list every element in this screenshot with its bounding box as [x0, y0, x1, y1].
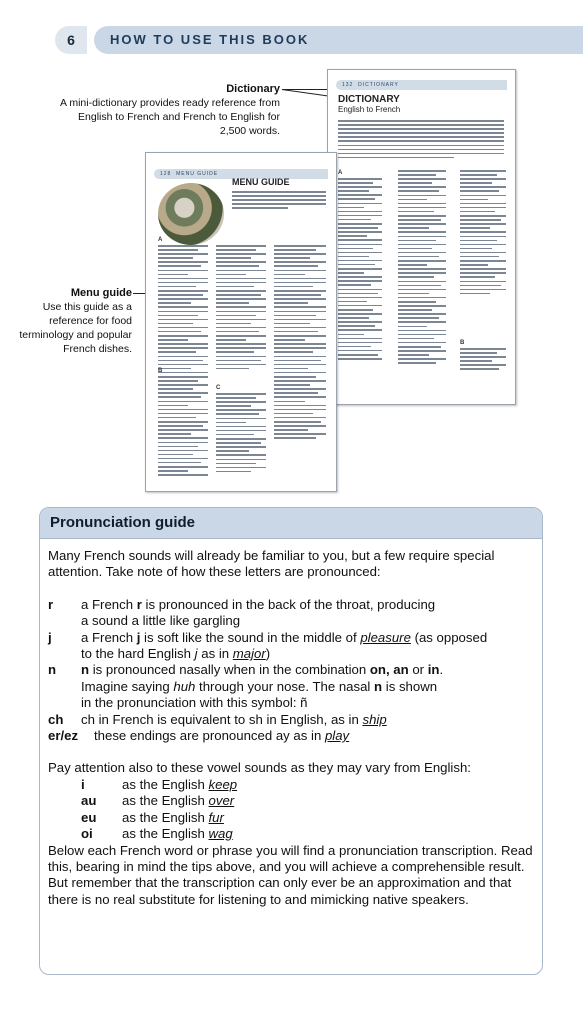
- rule-ch: ch ch in French is equivalent to sh in English, as in ship: [48, 711, 387, 727]
- dictionary-thumb-section-b: B: [460, 340, 465, 346]
- menu-guide-callout: [8, 286, 132, 356]
- menu-thumb-section-c: C: [216, 385, 221, 391]
- dictionary-thumb-tab-label: DICTIONARY: [358, 82, 399, 88]
- dictionary-thumb-column-3: [460, 170, 506, 297]
- vowel-prefix: as the English: [122, 809, 205, 825]
- dictionary-thumb-section-a: A: [338, 170, 343, 176]
- vowel-i: [48, 777, 536, 793]
- vowel-example: over: [208, 793, 235, 809]
- menu-guide-callout-text: Use this guide as a reference for food terminology and popular French dishes.: [19, 301, 132, 355]
- section-title: HOW TO USE THIS BOOK: [110, 32, 310, 47]
- page-header: [0, 26, 583, 54]
- rule-key: r: [48, 596, 54, 612]
- rule-key: er/ez: [48, 728, 79, 744]
- dictionary-callout: [60, 82, 280, 138]
- vowel-key: au: [81, 793, 97, 809]
- rule-n: n n is pronounced nasally when in the combination on, an or in. Imagine saying huh through your nose. The nasal n is shown in the pronunciation with this symbol: ñ: [48, 662, 444, 711]
- rule-r: r a French r is pronounced in the back of the throat, producing a sound a little like gargling: [48, 596, 436, 629]
- vowel-example: fur: [208, 809, 224, 825]
- rule-j: j a French j is soft like the sound in the middle of pleasure (as opposed to the hard English j as in major): [48, 629, 488, 662]
- vowel-eu: [48, 810, 536, 826]
- menu-guide-page-thumbnail: [145, 152, 337, 492]
- rule-key: n: [48, 662, 57, 678]
- dictionary-callout-title: Dictionary: [226, 83, 280, 95]
- menu-thumb-section-b: B: [158, 368, 163, 374]
- dictionary-thumb-page-number: 132: [342, 82, 354, 88]
- menu-thumb-column-1: [158, 245, 208, 376]
- dictionary-callout-text: A mini-dictionary provides ready reference from English to French and French to English for 2,500 words.: [60, 97, 281, 137]
- menu-thumb-column-3: [274, 245, 326, 442]
- pronunciation-guide-heading: Pronunciation guide: [40, 508, 542, 539]
- vowel-example: wag: [208, 826, 233, 842]
- menu-guide-callout-title: Menu guide: [70, 287, 132, 299]
- rule-key: ch: [48, 711, 64, 727]
- dictionary-thumb-column-1: [338, 178, 382, 362]
- menu-thumb-column-2: [216, 245, 266, 372]
- menu-dish-photo: [158, 183, 224, 245]
- vowel-au: [48, 793, 536, 809]
- vowel-prefix: as the English: [122, 793, 205, 809]
- vowel-intro: Pay attention also to these vowel sounds as they may vary from English:: [48, 760, 471, 776]
- rule-er-ez: er/ez these endings are pronounced ay as in play: [48, 728, 350, 744]
- vowel-key: i: [81, 776, 85, 792]
- page-number: 6: [55, 26, 87, 54]
- dictionary-page-thumbnail: [327, 69, 516, 405]
- vowel-example: keep: [208, 776, 238, 792]
- vowel-prefix: as the English: [122, 826, 205, 842]
- menu-thumb-title: MENU GUIDE: [232, 177, 290, 187]
- vowel-key: oi: [81, 826, 93, 842]
- vowel-prefix: as the English: [122, 776, 205, 792]
- dictionary-thumb-subtitle: English to French: [338, 105, 401, 114]
- menu-thumb-intro-text: [232, 191, 326, 211]
- pronunciation-intro: Many French sounds will already be familiar to you, but a few require special attention. Take note of how these letters are pronounced:: [48, 548, 495, 580]
- menu-thumb-column-2b: [216, 393, 266, 475]
- menu-thumb-column-1b: [158, 376, 208, 478]
- dictionary-thumb-column-2: [398, 170, 446, 367]
- vowel-oi: [48, 826, 536, 842]
- vowel-key: eu: [81, 809, 97, 825]
- dictionary-thumb-column-3b: [460, 348, 506, 373]
- pronunciation-guide-body: [48, 548, 536, 908]
- dictionary-thumb-title: DICTIONARY: [338, 94, 400, 105]
- pronunciation-guide-panel: [39, 507, 543, 975]
- dictionary-thumb-intro-text: [338, 120, 504, 161]
- menu-thumb-tab-label: MENU GUIDE: [176, 171, 219, 177]
- menu-thumb-page-number: 128: [160, 171, 172, 177]
- dictionary-thumb-tab: [336, 80, 507, 90]
- menu-thumb-section-a: A: [158, 237, 163, 243]
- rule-key: j: [48, 629, 52, 645]
- pronunciation-closing: Below each French word or phrase you will find a pronunciation transcription. Read this, bearing in mind the tips above, and you will achieve a comprehensible result. But remember that the transcription can only ever be an approximation and that there is no real substitute for listening to and mimicking native speakers.: [48, 842, 533, 907]
- section-title-tab: [94, 26, 583, 54]
